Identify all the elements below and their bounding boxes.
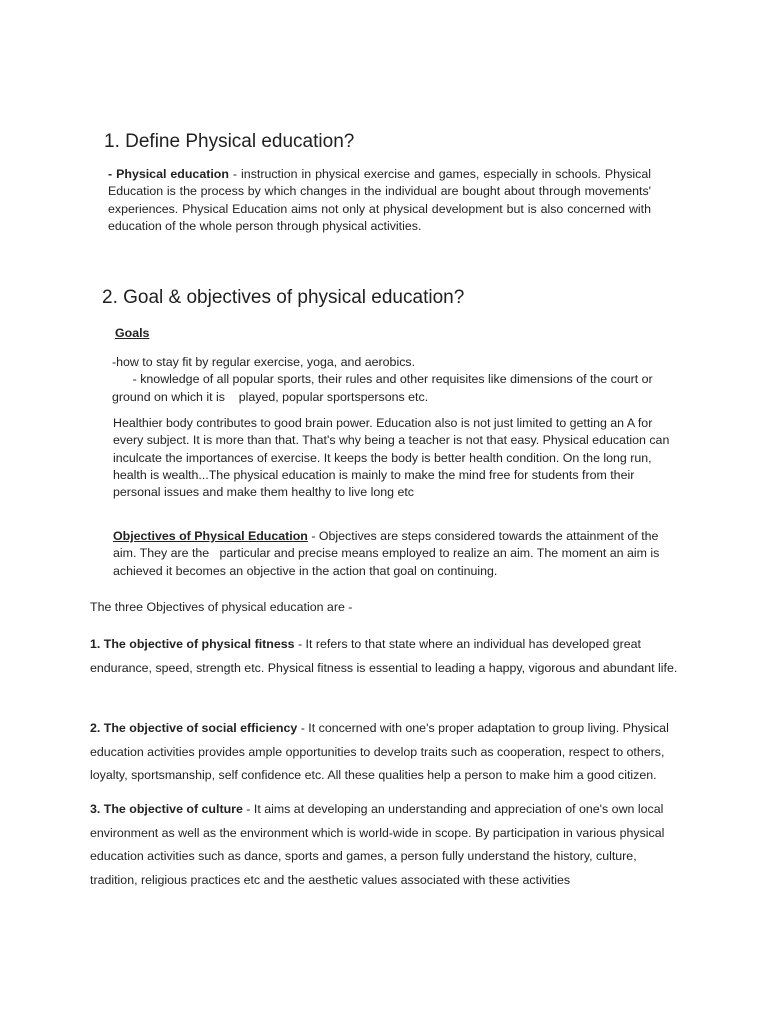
definition-term: - Physical education [108, 167, 229, 181]
objective-item-2 [90, 717, 680, 788]
goal-item-1: -how to stay fit by regular exercise, yoga, and aerobics. [112, 355, 416, 369]
objective-item-1 [90, 633, 680, 680]
question-2-heading: 2. Goal & objectives of physical education? [102, 287, 465, 308]
objective-title: 1. The objective of physical fitness [90, 637, 295, 651]
goals-list [112, 354, 672, 406]
objective-text: - It concerned with one's proper adaptation to group living. Physical education activities provides ample opportunities to develop traits such as cooperation, respect to others, loyalty, sportsmanship, self confidence etc. All these qualities help a person to make him a good citizen. [90, 721, 669, 782]
objective-item-3 [90, 798, 680, 892]
goal-item-2: - knowledge of all popular sports, their rules and other requisites like dimensions of the court or ground on which it is played, popular sportspersons etc. [112, 372, 657, 404]
definition-text: - instruction in physical exercise and games, especially in schools. Physical Education is the process by which changes in the individual are bought about through movements' experiences. Physical Education aims not only at physical development but is also concerned with education of the whole person through physical activities. [108, 167, 651, 233]
objective-text: - It aims at developing an understanding and appreciation of one's own local environment as well as the environment which is world-wide in scope. By participation in various physical education activities such as dance, sports and games, a person fully understand the history, culture, tradition, religious practices etc and the aesthetic values associated with these activities [90, 802, 665, 887]
health-paragraph: Healthier body contributes to good brain power. Education also is not just limited to getting an A for every subject. It is more than that. That's why being a teacher is not that easy. Physical education can inculcate the importances of exercise. It keeps the body is better health condition. On the long run, health is wealth...The physical education is mainly to make the mind free for students from their personal issues and make them healthy to live long etc [113, 416, 670, 500]
objective-title: 3. The objective of culture [90, 802, 243, 816]
objective-title: 2. The objective of social efficiency [90, 721, 298, 735]
objective-text: - It refers to that state where an individual has developed great endurance, speed, strength etc. Physical fitness is essential to leading a happy, vigorous and abundant life. [90, 637, 678, 675]
question-1-heading: 1. Define Physical education? [104, 131, 355, 152]
objectives-label: Objectives of Physical Education [113, 529, 308, 543]
goals-label: Goals [115, 326, 150, 340]
definition-paragraph [108, 166, 651, 235]
objectives-text: - Objectives are steps considered towards the attainment of the aim. They are the particular and precise means employed to realize an aim. The moment an aim is achieved it becomes an objective in the action that goal on continuing. [113, 529, 663, 578]
three-objectives-intro: The three Objectives of physical education are - [90, 600, 353, 614]
objectives-paragraph [113, 528, 673, 580]
